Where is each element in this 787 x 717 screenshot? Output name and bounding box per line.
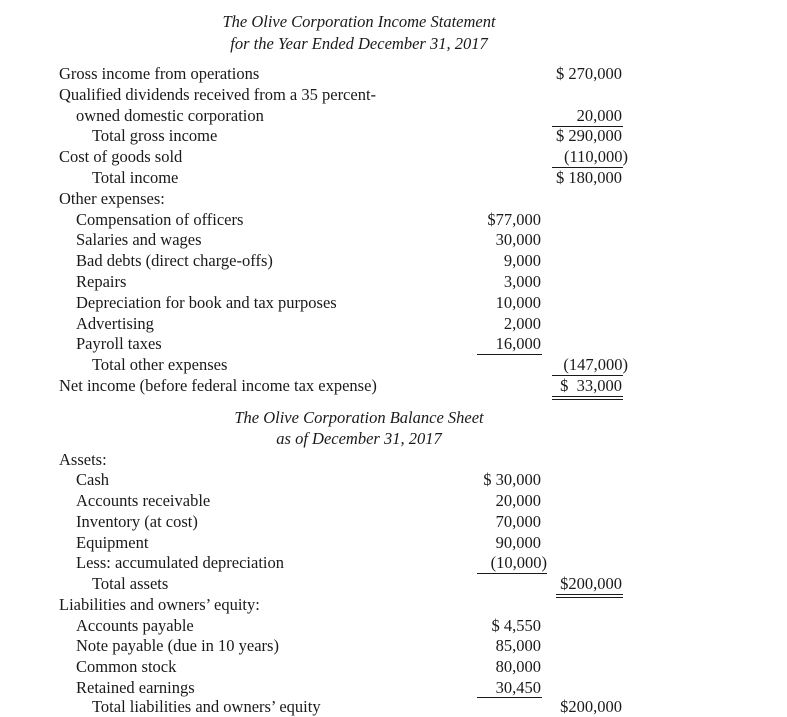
- total-liabilities-value: $200,000: [560, 697, 622, 716]
- expense-label: Repairs: [76, 272, 127, 291]
- expense-label: Payroll taxes: [76, 334, 162, 353]
- expense-value: $77,000: [487, 210, 541, 229]
- net-income-value: $ 33,000: [560, 376, 622, 395]
- expense-label: Salaries and wages: [76, 230, 202, 249]
- expense-value: 3,000: [503, 272, 541, 291]
- liability-label: Common stock: [76, 657, 177, 676]
- expense-value: 30,000: [495, 230, 541, 249]
- gross-income-value: $ 270,000: [556, 64, 622, 83]
- total-other-expenses-label: Total other expenses: [92, 355, 228, 374]
- asset-value: 70,000: [495, 512, 541, 531]
- asset-value: (10,000): [490, 553, 547, 572]
- dividends-label-line1: Qualified dividends received from a 35 percent-: [59, 85, 377, 104]
- total-income-label: Total income: [92, 168, 179, 187]
- balance-sheet-subtitle: as of December 31, 2017: [276, 429, 442, 448]
- cogs-label: Cost of goods sold: [59, 147, 183, 166]
- income-statement-title: The Olive Corporation Income Statement: [222, 12, 496, 31]
- assets-label: Assets:: [59, 450, 107, 469]
- total-liabilities-label: Total liabilities and owners’ equity: [92, 697, 321, 716]
- underline: [477, 697, 542, 698]
- asset-value: $ 30,000: [483, 470, 541, 489]
- asset-value: 20,000: [495, 491, 541, 510]
- income-statement-subtitle: for the Year Ended December 31, 2017: [230, 34, 488, 53]
- double-underline: [556, 594, 623, 598]
- dividends-value: 20,000: [576, 106, 622, 125]
- underline: [477, 354, 542, 355]
- liability-value: 30,450: [495, 678, 541, 697]
- total-assets-label: Total assets: [92, 574, 169, 593]
- liabilities-label: Liabilities and owners’ equity:: [59, 595, 260, 614]
- expense-value: 16,000: [495, 334, 541, 353]
- dividends-label-line2: owned domestic corporation: [76, 106, 264, 125]
- total-gross-label: Total gross income: [92, 126, 218, 145]
- asset-label: Cash: [76, 470, 109, 489]
- liability-value: 85,000: [495, 636, 541, 655]
- liability-value: 80,000: [495, 657, 541, 676]
- asset-label: Equipment: [76, 533, 149, 552]
- total-gross-value: $ 290,000: [556, 126, 622, 145]
- asset-value: 90,000: [495, 533, 541, 552]
- total-other-expenses-value: (147,000): [563, 355, 628, 374]
- liability-label: Accounts payable: [76, 616, 194, 635]
- total-assets-value: $200,000: [560, 574, 622, 593]
- liability-value: $ 4,550: [491, 616, 541, 635]
- expense-value: 10,000: [495, 293, 541, 312]
- expense-label: Compensation of officers: [76, 210, 244, 229]
- asset-label: Accounts receivable: [76, 491, 211, 510]
- asset-label: Inventory (at cost): [76, 512, 198, 531]
- expense-label: Bad debts (direct charge-offs): [76, 251, 273, 270]
- expense-value: 9,000: [503, 251, 541, 270]
- total-income-value: $ 180,000: [556, 168, 622, 187]
- cogs-value: (110,000): [563, 147, 628, 166]
- liability-label: Note payable (due in 10 years): [76, 636, 279, 655]
- underline: [477, 573, 547, 574]
- double-underline: [552, 396, 623, 400]
- other-expenses-label: Other expenses:: [59, 189, 165, 208]
- liability-label: Retained earnings: [76, 678, 195, 697]
- expense-label: Depreciation for book and tax purposes: [76, 293, 337, 312]
- balance-sheet-title: The Olive Corporation Balance Sheet: [234, 408, 484, 427]
- expense-label: Advertising: [76, 314, 154, 333]
- expense-value: 2,000: [503, 314, 541, 333]
- asset-label: Less: accumulated depreciation: [76, 553, 284, 572]
- net-income-label: Net income (before federal income tax expense): [59, 376, 377, 395]
- gross-income-label: Gross income from operations: [59, 64, 260, 83]
